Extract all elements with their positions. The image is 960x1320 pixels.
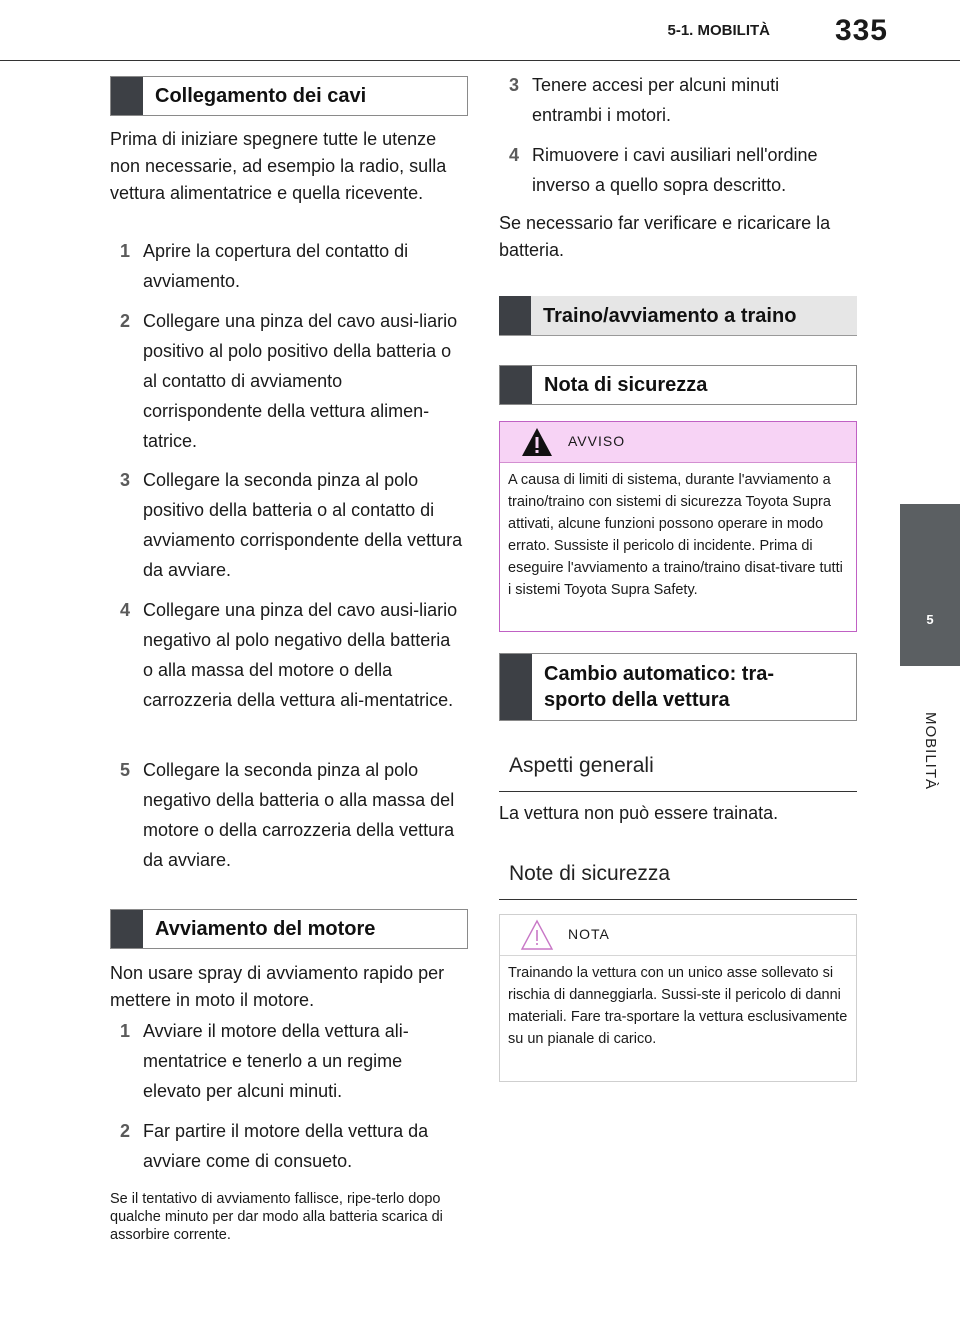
- engine-heading-text: Avviamento del motore: [155, 918, 376, 940]
- engine-note: Se il tentativo di avviamento fallisce, ripe-terlo dopo qualche minuto per dar modo alla batteria scarica di assorbire corrente.: [110, 1191, 443, 1243]
- cables-heading: [110, 76, 468, 116]
- battery-text: Se necessario far verificare e ricaricare la batteria.: [499, 213, 831, 260]
- step-number: 3: [509, 75, 520, 95]
- step-text: Tenere accesi per alcuni minuti entrambi i motori.: [532, 75, 780, 125]
- towing-heading-text: Traino/avviamento a traino: [543, 304, 797, 327]
- heading-bar: [111, 77, 143, 115]
- step-number: 2: [120, 311, 131, 331]
- step-text: Rimuovere i cavi ausiliari nell'ordine inverso a quello sopra descritto.: [532, 145, 818, 195]
- chapter-tab: [900, 504, 960, 666]
- step-text: Collegare la seconda pinza al polo positivo della batteria o al contatto di avviamento corrispondente della vettura da avviare.: [143, 470, 463, 580]
- warning-triangle-icon: [520, 426, 554, 458]
- note-box: [499, 914, 857, 1082]
- safety-heading: [499, 365, 857, 405]
- cables-step-3-cont: [509, 70, 852, 130]
- engine-step-1: [120, 1016, 463, 1106]
- step-number: 1: [120, 241, 131, 261]
- cables-step-2: [120, 306, 465, 456]
- cables-heading-text: Collegamento dei cavi: [155, 85, 367, 107]
- general-heading: Aspetti generali: [499, 754, 857, 792]
- heading-bar: [111, 910, 143, 948]
- cables-step-5: [120, 755, 463, 875]
- chapter-number: 5: [926, 612, 934, 627]
- heading-bar: [500, 366, 532, 404]
- engine-step-2: [120, 1116, 463, 1176]
- step-text: Aprire la copertura del contatto di avviamento.: [143, 241, 409, 291]
- note-header: [500, 915, 856, 956]
- step-number: 4: [120, 600, 131, 620]
- header-divider: [0, 60, 960, 61]
- step-number: 1: [120, 1021, 131, 1041]
- transport-heading-text: Cambio automatico: tra-sporto della vettura: [544, 663, 775, 711]
- page-number: 335: [834, 14, 888, 47]
- step-text: Avviare il motore della vettura ali-mentatrice e tenerlo a un regime elevato per alcuni minuti.: [143, 1021, 409, 1101]
- engine-intro: Non usare spray di avviamento rapido per mettere in moto il motore.: [110, 963, 445, 1010]
- chapter-label: MOBILITÀ: [922, 712, 939, 791]
- warning-text: A causa di limiti di sistema, durante l'avviamento a traino/traino con sistemi di sicurezza Toyota Supra attivati, alcune funzioni possono operare in modo errato. Sussiste il pericolo di incidente. Prima di eseguire l'avviamento a traino/traino disat-tivare tutti i sistemi Toyota Supra Safety.: [508, 472, 843, 598]
- warning-header: [500, 422, 856, 463]
- step-text: Collegare una pinza del cavo ausi-liario positivo al polo positivo della batteria o al contatto di avviamento corrispondente della vettura alimen-tatrice.: [143, 311, 458, 451]
- cables-step-3: [120, 465, 463, 585]
- safety-heading-text: Nota di sicurezza: [544, 374, 708, 396]
- section-title: 5-1. MOBILITÀ: [667, 22, 770, 39]
- general-text: La vettura non può essere trainata.: [499, 803, 779, 823]
- engine-heading: [110, 909, 468, 949]
- step-number: 5: [120, 760, 131, 780]
- step-text: Far partire il motore della vettura da avviare come di consueto.: [143, 1121, 429, 1171]
- step-text: Collegare una pinza del cavo ausi-liario negativo al polo negativo della batteria o alla massa del motore o della carrozzeria della vettura ali-mentatrice.: [143, 600, 458, 710]
- towing-heading: [499, 296, 857, 336]
- cables-step-4: [120, 595, 463, 715]
- step-number: 2: [120, 1121, 131, 1141]
- step-number: 4: [509, 145, 520, 165]
- step-text: Collegare la seconda pinza al polo negativo della batteria o alla massa del motore o della carrozzeria della vettura da avviare.: [143, 760, 455, 870]
- heading-bar: [499, 296, 531, 335]
- caution-outline-icon: [520, 919, 554, 951]
- step-number: 3: [120, 470, 131, 490]
- note-label: NOTA: [568, 926, 610, 942]
- warning-label: AVVISO: [568, 433, 626, 449]
- cables-step-1: [120, 236, 463, 296]
- heading-bar: [500, 654, 532, 720]
- transport-heading: [499, 653, 857, 721]
- warning-box: [499, 421, 857, 632]
- cables-step-4-cont: [509, 140, 862, 200]
- cables-intro: Prima di iniziare spegnere tutte le utenze non necessarie, ad esempio la radio, sulla vettura alimentatrice e quella ricevente.: [110, 129, 447, 203]
- notes-heading: Note di sicurezza: [499, 862, 857, 900]
- note-text: Trainando la vettura con un unico asse sollevato si rischia di danneggiarla. Sussi-ste il pericolo di danni materiali. Fare tra-sportare la vettura esclusivamente su un pianale di carico.: [508, 965, 848, 1047]
